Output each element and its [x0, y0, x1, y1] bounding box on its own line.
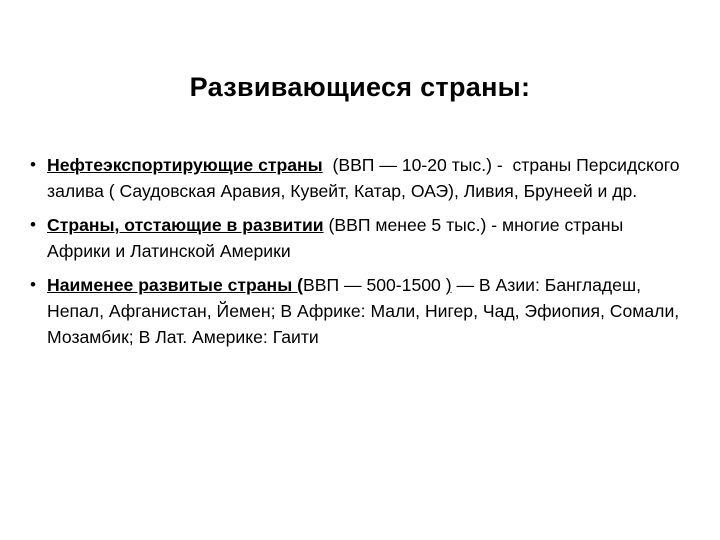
bullet-text: (ВВП менее 5 тыс.) - многие страны Африки и Латинской Америки [47, 215, 624, 261]
bullet-text-gdp: ВВП — 500-1500 [302, 275, 446, 295]
bullet-lead: Страны, отстающие в развитии [47, 215, 324, 235]
bullet-text-paren: ) [445, 275, 452, 295]
bullet-item-lagging [30, 212, 690, 264]
bullet-list [30, 152, 690, 358]
bullet-marker: • [30, 215, 36, 234]
bullet-marker: • [30, 155, 36, 174]
slide-title: Развивающиеся страны: [189, 72, 531, 102]
bullet-lead: Наименее развитые страны ( [47, 275, 303, 295]
bullet-lead: Нефтеэкспортирующие страны [47, 155, 323, 175]
bullet-item-oil-exporters [30, 152, 690, 204]
bullet-marker: • [30, 275, 36, 294]
bullet-text: (ВВП — 10-20 тыс.) - страны Персидского залива ( Саудовская Аравия, Кувейт, Катар, ОАЭ), Ливия, Брунеей и др. [47, 155, 685, 201]
bullet-text: — В Азии: Бангладеш, Непал, Афганистан, Йемен; В Африке: Мали, Нигер, Чад, Эфиопия, Сомали, Мозамбик; В Лат. Америке: Гаити [47, 275, 680, 347]
bullet-item-least-developed [30, 272, 690, 350]
